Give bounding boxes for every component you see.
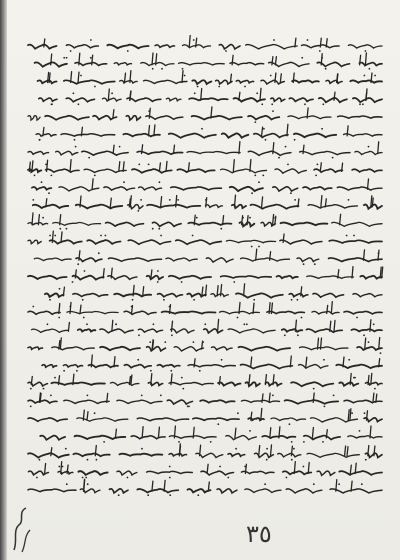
handwritten-line bbox=[28, 107, 382, 123]
handwritten-line bbox=[38, 71, 382, 88]
handwritten-lines bbox=[28, 36, 383, 497]
handwritten-line bbox=[28, 479, 382, 496]
handwritten-line bbox=[45, 284, 382, 301]
handwritten-line bbox=[28, 213, 382, 230]
handwritten-line bbox=[28, 267, 383, 283]
handwritten-line bbox=[28, 231, 382, 247]
handwritten-line bbox=[28, 393, 382, 407]
handwritten-line bbox=[32, 179, 382, 194]
handwritten-line bbox=[35, 53, 382, 70]
handwritten-line bbox=[29, 462, 383, 479]
handwritten-line bbox=[28, 338, 382, 355]
handwritten-line bbox=[40, 426, 382, 443]
handwritten-line bbox=[28, 302, 382, 319]
handwritten-line bbox=[39, 88, 382, 105]
handwritten-line bbox=[28, 160, 382, 177]
handwritten-line bbox=[28, 142, 382, 159]
handwritten-line bbox=[28, 408, 382, 425]
handwritten-line bbox=[42, 355, 382, 372]
handwritten-line bbox=[32, 319, 382, 336]
margin-note-icon bbox=[4, 500, 44, 556]
page-number: ٣٥ bbox=[246, 520, 272, 548]
handwritten-line bbox=[32, 195, 382, 212]
handwritten-line bbox=[28, 36, 382, 52]
handwritten-line bbox=[34, 249, 382, 265]
handwritten-line bbox=[36, 124, 382, 140]
handwritten-line bbox=[28, 444, 382, 461]
handwritten-line bbox=[28, 373, 382, 389]
